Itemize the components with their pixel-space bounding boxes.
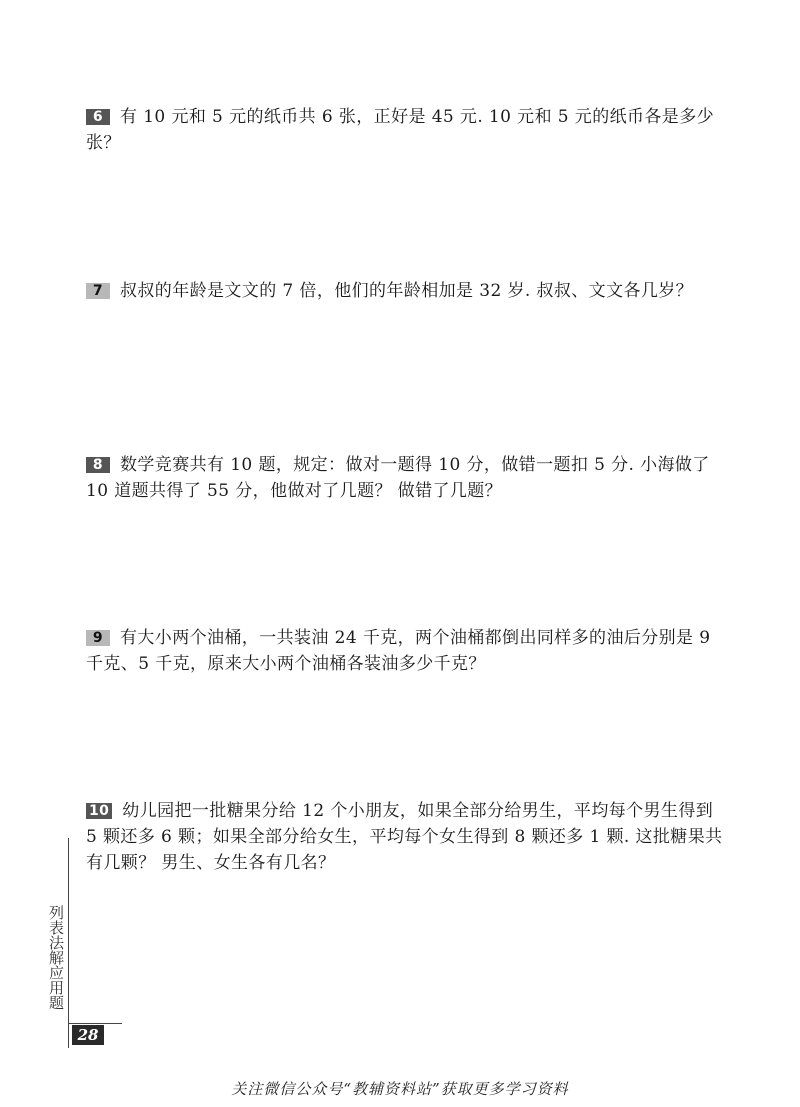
chapter-side-label: 列表法解应用题 [47,905,65,1010]
problem-number-badge: 7 [86,283,110,299]
problem-number-badge: 10 [86,803,112,819]
problem-10 [86,798,726,876]
page-number: 28 [72,1025,104,1045]
side-divider [68,838,69,1048]
page-number-rule [68,1023,122,1024]
problem-9 [86,625,726,677]
problem-text: 幼儿园把一批糖果分给 12 个小朋友，如果全部分给男生，平均每个男生得到 5 颗还多 6 颗；如果全部分给女生，平均每个女生得到 8 颗还多 1 颗. 这批糖果共有几颗？ 男生、女生各有几名？ [86,801,723,873]
problem-number-badge: 9 [86,630,110,646]
problem-text: 叔叔的年龄是文文的 7 倍，他们的年龄相加是 32 岁. 叔叔、文文各几岁？ [120,281,694,301]
problem-6 [86,104,726,156]
problem-text: 数学竞赛共有 10 题，规定：做对一题得 10 分，做错一题扣 5 分. 小海做了 10 道题共得了 55 分，他做对了几题？ 做错了几题？ [86,455,710,501]
problem-text: 有大小两个油桶，一共装油 24 千克，两个油桶都倒出同样多的油后分别是 9 千克、5 千克，原来大小两个油桶各装油多少千克？ [86,628,711,674]
problem-text: 有 10 元和 5 元的纸币共 6 张，正好是 45 元. 10 元和 5 元的纸币各是多少张？ [86,107,714,153]
problem-8 [86,452,726,504]
problem-number-badge: 6 [86,109,110,125]
footer-note: 关注微信公众号“教辅资料站”获取更多学习资料 [231,1080,569,1098]
problem-7 [86,278,726,304]
problem-number-badge: 8 [86,457,110,473]
